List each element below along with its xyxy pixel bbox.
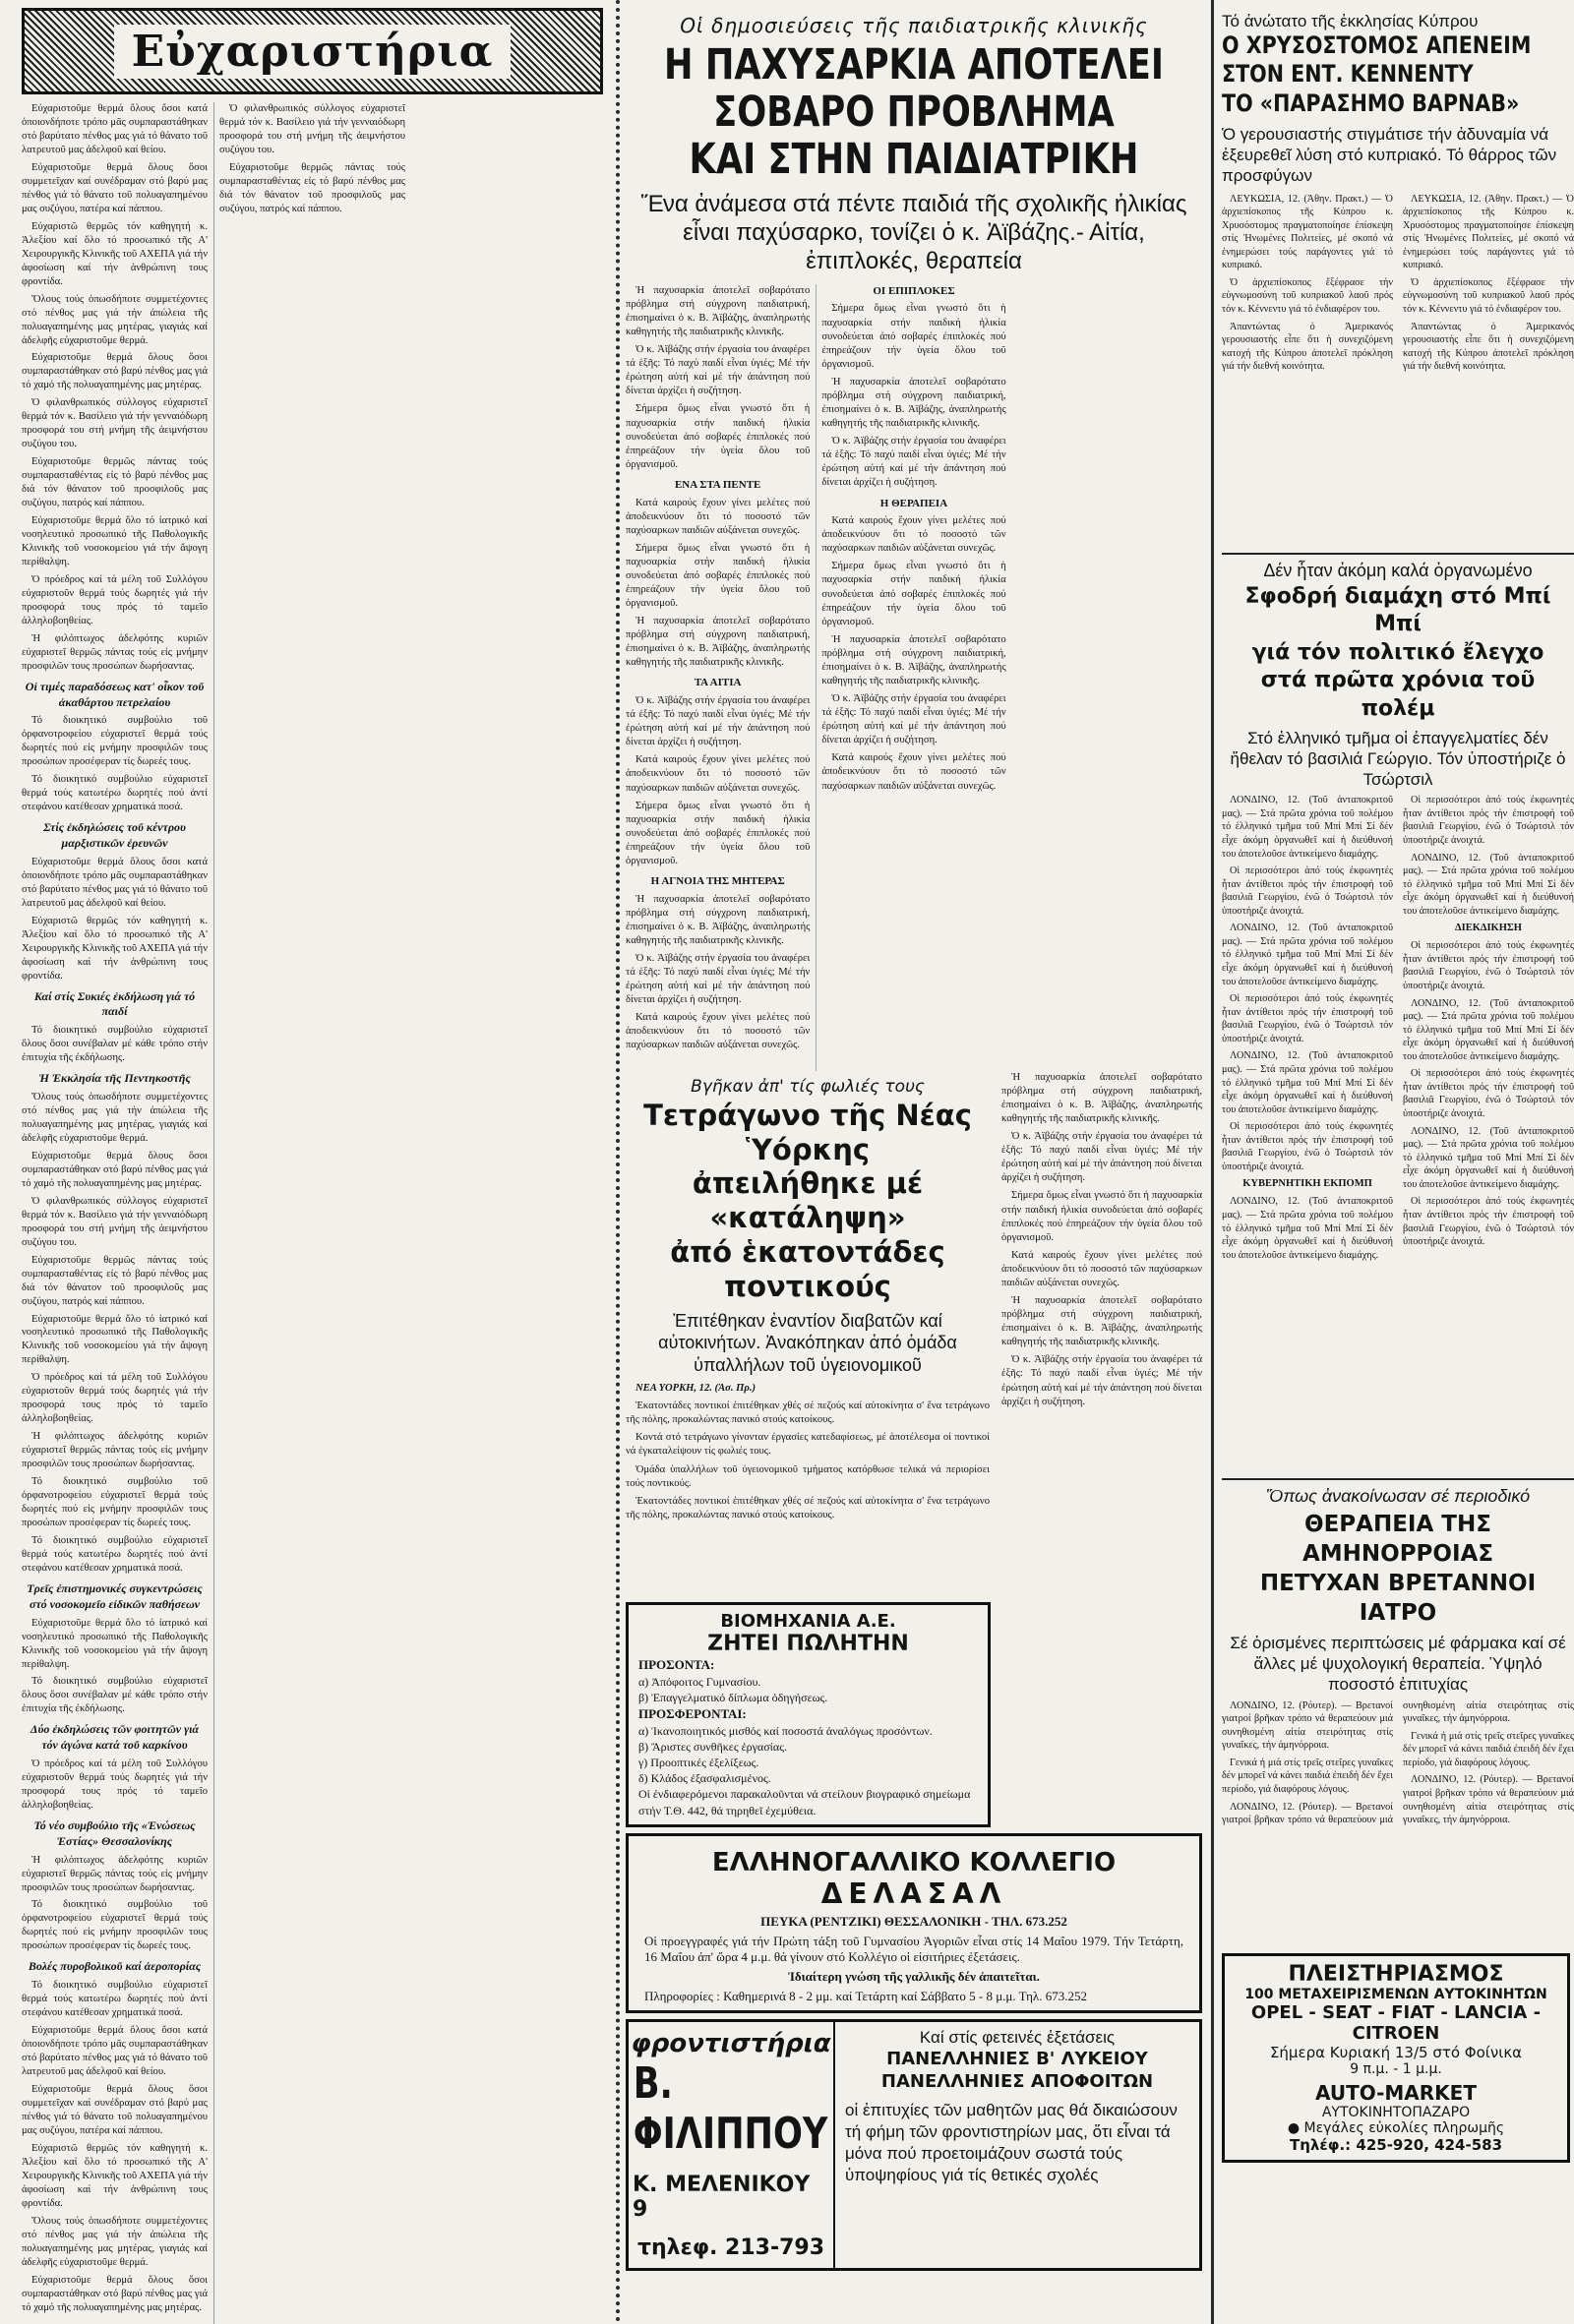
article-paragraph: Σήμερα ὅμως εἶναι γνωστό ὅτι ἡ παχυσαρκία στήν παιδική ἡλικία συνοδεύεται ἀπό σοβαρές ἐπιπλοκές πού ἐπηρεάζουν τήν ὑγεία ὅλου τοῦ ὀργανισμοῦ. <box>626 542 811 610</box>
college-address: ΠΕΥΚΑ (ΡΕΝΤΖΙΚΙ) ΘΕΣΣΑΛΟΝΙΚΗ - ΤΗΛ. 673.252 <box>760 1913 1067 1929</box>
amenorrhea-headline-line: ΠΕΤΥΧΑΝ ΒΡΕΤΑΝΝΟΙ ΙΑΤΡΟ <box>1259 1571 1537 1626</box>
cyprus-headline-line: Ο ΧΡΥΣΟΣΤΟΜΟΣ ΑΠΕΝΕΙΜ <box>1222 31 1532 59</box>
notice: Τό διοικητικό συμβούλιο τοῦ ὀρφανοτροφείου εὐχαριστεῖ θερμά τούς δωρητές πού εἰς μνήμην προσφιλῶν τους προσώπων προσέφεραν τίς δωρεές τους. <box>22 715 208 768</box>
cyprus-paragraph: Ἀπαντώντας ὁ Ἀμερικανός γερουσιαστής εἶπε ὅτι ἡ συνεχιζόμενη κατοχή τῆς Κύπρου ἀποτελεῖ πρόκληση γιά τήν διεθνή κοινότητα. <box>1403 321 1574 373</box>
bbc-paragraph: ΛΟΝΔΙΝΟ, 12. (Τοῦ ἀνταποκριτοῦ μας). — Στά πρῶτα χρόνια τοῦ πολέμου τό ἑλληνικό τμῆμα τοῦ Μπί Μπί Σί δέν εἶχε ἀκόμη ὀργανωθεῖ καί ἡ διεύθυνσή του ἀποτελοῦσε ἀντικείμενο διαμάχης. <box>1222 795 1393 860</box>
notice: Εὐχαριστοῦμε θερμά ὅλους ὅσοι κατά ὁποιονδήποτε τρόπο μᾶς συμπαραστάθηκαν στό βαρύτατο πένθος μας γιά τό θάνατο τοῦ λατρευτοῦ μας ἀδελφοῦ καί θείου. <box>22 103 208 155</box>
cyprus-body <box>1222 193 1574 547</box>
frontistirio-name: Β. ΦΙΛΙΠΠΟΥ <box>634 2058 828 2160</box>
article-paragraph: Σήμερα ὅμως εἶναι γνωστό ὅτι ἡ παχυσαρκία στήν παιδική ἡλικία συνοδεύεται ἀπό σοβαρές ἐπιπλοκές πού ἐπηρεάζουν τήν ὑγεία ὅλου τοῦ ὀργανισμοῦ. <box>821 303 1006 370</box>
amenorrhea-deck: Σέ ὁρισμένες περιπτώσεις μέ φάρμακα καί σέ ἄλλες μέ ψυχολογική θεραπεία. Ὑψηλό ποσοστό ἐπιτυχίας <box>1230 1633 1566 1695</box>
notice: Ὁ πρόεδρος καί τά μέλη τοῦ Συλλόγου εὐχαριστοῦν θερμά τούς δωρητές γιά τήν προσφορά τους πρός τό ταμεῖο ἀλληλοβοηθείας. <box>22 574 208 626</box>
college-brand: ΔΕΛΑΣΑΛ <box>820 1877 1007 1910</box>
article-paragraph: Ὁ κ. Ἀϊβάζης στήν ἐργασία του ἀναφέρει τά ἑξῆς: Τό παχύ παιδί εἶναι ὑγιές; Μέ τήν ἐρώτηση αὐτή καί μέ τήν ἀπάντηση πού δίνεται ἀρχίζει ἡ συζήτηση. <box>1001 1131 1202 1184</box>
article-paragraph: Σήμερα ὅμως εἶναι γνωστό ὅτι ἡ παχυσαρκία στήν παιδική ἡλικία συνοδεύεται ἀπό σοβαρές ἐπιπλοκές πού ἐπηρεάζουν τήν ὑγεία ὅλου τοῦ ὀργανισμοῦ. <box>821 561 1006 627</box>
college-note: Ἰδιαίτερη γνώση τῆς γαλλικῆς δέν ἀπαιτεῖται. <box>788 1968 1040 1984</box>
cyprus-paragraph: ΛΕΥΚΩΣΙΑ, 12. (Ἀθην. Πρακτ.) — Ὁ ἀρχιεπίσκοπος τῆς Κύπρου κ. Χρυσόστομος πραγματοποίησε ἐπίσκεψη στίς Ἡνωμένες Πολιτείες, μέ σκοπό νά ἐνημερώσει τούς παράγοντες γιά τό κυπριακό. <box>1403 193 1574 271</box>
college-contact: Πληροφορίες : Καθημερινά 8 - 2 μμ. καί Τετάρτη καί Σάββατο 5 - 8 μ.μ. Τηλ. 673.252 <box>644 1988 1087 2003</box>
article-paragraph: Ἡ παχυσαρκία ἀποτελεῖ σοβαρότατο πρόβλημα στή σύγχρονη παιδιατρική, ἐπισημαίνει ὁ κ. Β. Ἀϊβάζης, ἀναπληρωτής καθηγητής τῆς παιδιατρικῆς κλινικῆς. <box>1001 1071 1202 1125</box>
notice: Τό διοικητικό συμβούλιο εὐχαριστεῖ θερμά τούς κατωτέρω δωρητές πού ἀντί στεφάνου κατέθεσαν χρηματικά ποσά. <box>22 774 208 813</box>
notice: Εὐχαριστοῦμε θερμά ὅλους ὅσοι συμπαραστάθηκαν στό βαρύ πένθος μας γιά τό χαμό τῆς πολυαγαπημένης μας μητέρας. <box>22 352 208 391</box>
article-paragraph: Σήμερα ὅμως εἶναι γνωστό ὅτι ἡ παχυσαρκία στήν παιδική ἡλικία συνοδεύεται ἀπό σοβαρές ἐπιπλοκές πού ἐπηρεάζουν τήν ὑγεία ὅλου τοῦ ὀργανισμοῦ. <box>1001 1190 1202 1243</box>
article-paragraph: Ὁ κ. Ἀϊβάζης στήν ἐργασία του ἀναφέρει τά ἑξῆς: Τό παχύ παιδί εἶναι ὑγιές; Μέ τήν ἐρώτηση αὐτή καί μέ τήν ἀπάντηση πού δίνεται ἀρχίζει ἡ συζήτηση. <box>1001 1354 1202 1407</box>
amenorrhea-headline <box>1222 1511 1574 1629</box>
bbc-headline <box>1222 583 1574 724</box>
frontistirio-claim: οἱ ἐπιτυχίες τῶν μαθητῶν μας θά δικαιώσουν τή φήμη τῶν φροντιστηρίων μας, ὅτι εἶναι τά μόνα πού προετοιμάζουν σωστά τούς ὑποψηφίους γιά τίς θετικές σχολές <box>845 2100 1178 2184</box>
rats-paragraph: Ἑκατοντάδες ποντικοί ἐπιτέθηκαν χθές σέ πεζούς καί αὐτοκίνητα σ' ἕνα τετράγωνο τῆς πόλης, προκαλώντας πανικό στούς κατοίκους. <box>626 1400 990 1426</box>
rats-deck: Ἐπιτέθηκαν ἐναντίον διαβατῶν καί αὐτοκινήτων. Ἀνακόπηκαν ἀπό ὁμάδα ὑπαλλήλων τοῦ ὑγειονομικοῦ <box>658 1310 957 1375</box>
article-paragraph: Ὁ κ. Ἀϊβάζης στήν ἐργασία του ἀναφέρει τά ἑξῆς: Τό παχύ παιδί εἶναι ὑγιές; Μέ τήν ἐρώτηση αὐτή καί μέ τήν ἀπάντηση πού δίνεται ἀρχίζει ἡ συζήτηση. <box>626 952 811 1006</box>
amenorrhea-paragraph: ΛΟΝΔΙΝΟ, 12. (Ρόυτερ). — Βρετανοί γιατροί βρῆκαν τρόπο νά θεραπεύουν μιά συνηθισμένη αἰτία στειρότητας στίς γυναῖκες, τήν ἀμηνόρροια. <box>1222 1699 1393 1752</box>
auction-subtitle: 100 ΜΕΤΑΧΕΙΡΙΣΜΕΝΩΝ ΑΥΤΟΚΙΝΗΤΩΝ <box>1244 1986 1547 2002</box>
notice: Εὐχαριστοῦμε θερμῶς πάντας τούς συμπαρασταθέντας εἰς τό βαρύ πένθος μας διά τόν θάνατον τοῦ προσφιλοῦς μας συζύγου, πατρός καί πάππου. <box>22 456 208 509</box>
amenorrhea-body <box>1222 1699 1574 1945</box>
auction-brands: OPEL - SEAT - FIAT - LANCIA - CITROEN <box>1250 2001 1542 2044</box>
notice: Εὐχαριστοῦμε θερμά ὅλο τό ἰατρικό καί νοσηλευτικό προσωπικό τῆς Παθολογικῆς Κλινικῆς τοῦ νοσοκομείου γιά τήν ἄψογη περίθαλψη. <box>22 1313 208 1366</box>
main-article-continued <box>1001 1071 1202 1519</box>
amenorrhea-paragraph: ΛΟΝΔΙΝΟ, 12. (Ρόυτερ). — Βρετανοί γιατροί βρῆκαν τρόπο νά θεραπεύουν μιά συνηθισμένη αἰτία στειρότητας στίς γυναῖκες, τήν ἀμηνόρροια. <box>1222 1699 1574 1826</box>
article-paragraph: Ἡ παχυσαρκία ἀποτελεῖ σοβαρότατο πρόβλημα στή σύγχρονη παιδιατρική, ἐπισημαίνει ὁ κ. Β. Ἀϊβάζης, ἀναπληρωτής καθηγητής τῆς παιδιατρικῆς κλινικῆς. <box>626 284 811 338</box>
amenorrhea-headline-line: ΘΕΡΑΠΕΙΑ ΤΗΣ ΑΜΗΝΟΡΡΟΙΑΣ <box>1302 1512 1494 1568</box>
notice: Ἡ φιλόπτωχος ἀδελφότης κυριῶν εὐχαριστεῖ θερμῶς πάντας τούς εἰς μνήμην προσφιλῶν τους προσώπων δωρήσαντας. <box>22 1854 208 1893</box>
bbc-paragraph: Οἱ περισσότεροι ἀπό τούς ἐκφωνητές ἦταν ἀντίθετοι πρός τήν ἐπιστροφή τοῦ βασιλιᾶ Γεωργίου, ἐνῶ ὁ Τσώρτσιλ τόν ὑποστήριζε ἀνοιχτά. <box>1403 1068 1574 1120</box>
industry-ad-title: ΒΙΟΜΗΧΑΝΙΑ Α.Ε. <box>720 1611 896 1633</box>
frontistirio-phone: τηλεφ. 213-793 <box>636 2235 825 2261</box>
bbc-subhead: ΔΙΕΚΔΙΚΗΣΗ <box>1455 923 1522 934</box>
industry-offer: γ) Προοπτικές ἐξελίξεως. <box>638 1755 759 1769</box>
college-info: Οἱ προεγγραφές γιά τήν Πρώτη τάξη τοῦ Γυμνασίου Ἀγοριῶν εἶναι στίς 14 Μαΐου 1979. Τήν Τετάρτη, 16 Μαΐου ἀπ' ὥρα 4 μ.μ. θά γίνουν στό Κολλέγιο οἱ εἰσιτήριες ἐξετάσεις. <box>644 1933 1183 1964</box>
cyprus-headline <box>1222 31 1574 118</box>
notice: Εὐχαριστῶ θερμῶς τόν καθηγητή κ. Ἀλεξίου καί ὅλο τό προσωπικό τῆς Α' Χειρουργικῆς Κλινικῆς τοῦ ΑΧΕΠΑ γιά τήν ἀφοσίωση καί τήν ἀνθρώπινη τους φροντίδα. <box>22 220 208 287</box>
industry-req-label: ΠΡΟΣΟΝΤΑ: <box>638 1657 715 1673</box>
notice: Εὐχαριστοῦμε θερμά ὅλο τό ἰατρικό καί νοσηλευτικό προσωπικό τῆς Παθολογικῆς Κλινικῆς τοῦ νοσοκομείου γιά τήν ἄψογη περίθαλψη. <box>22 515 208 568</box>
rats-kicker: Βγῆκαν ἀπ' τίς φωλιές τους <box>691 1076 925 1097</box>
cyprus-headline-line: ΤΟ «ΠΑΡΑΣΗΜΟ ΒΑΡΝΑΒ» <box>1222 89 1520 117</box>
bbc-subhead: ΚΥΒΕΡΝΗΤΙΚΗ ΕΚΠΟΜΠ <box>1242 1178 1372 1190</box>
article-paragraph: Σήμερα ὅμως εἶναι γνωστό ὅτι ἡ παχυσαρκία στήν παιδική ἡλικία συνοδεύεται ἀπό σοβαρές ἐπιπλοκές πού ἐπηρεάζουν τήν ὑγεία ὅλου τοῦ ὀργανισμοῦ. <box>626 403 811 470</box>
cyprus-paragraph: ΛΕΥΚΩΣΙΑ, 12. (Ἀθην. Πρακτ.) — Ὁ ἀρχιεπίσκοπος τῆς Κύπρου κ. Χρυσόστομος πραγματοποίησε ἐπίσκεψη στίς Ἡνωμένες Πολιτείες, μέ σκοπό νά ἐνημερώσει τούς παράγοντες γιά τό κυπριακό. <box>1222 193 1393 271</box>
thanks-banner <box>22 8 603 94</box>
article-paragraph: Ἡ παχυσαρκία ἀποτελεῖ σοβαρότατο πρόβλημα στή σύγχρονη παιδιατρική, ἐπισημαίνει ὁ κ. Β. Ἀϊβάζης, ἀναπληρωτής καθηγητής τῆς παιδιατρικῆς κλινικῆς. <box>821 633 1006 686</box>
notice: Εὐχαριστοῦμε θερμά ὅλους ὅσοι συμμετεῖχαν καί συνέδραμαν στό βαρύ μας πένθος γιά τό θάνατο τοῦ πολυαγαπημένου μας συζύγου, πατέρα καί πάππου. <box>22 161 208 214</box>
auto-market-phone: Τηλέφ.: 425-920, 424-583 <box>1289 2135 1503 2154</box>
rats-body <box>626 1382 990 1596</box>
article-paragraph: Κατά καιρούς ἔχουν γίνει μελέτες πού ἀποδεικνύουν ὅτι τό ποσοστό τῶν παχύσαρκων παιδιῶν αὐξάνεται συνεχῶς. <box>626 1012 811 1051</box>
bbc-paragraph: Οἱ περισσότεροι ἀπό τούς ἐκφωνητές ἦταν ἀντίθετοι πρός τήν ἐπιστροφή τοῦ βασιλιᾶ Γεωργίου, ἐνῶ ὁ Τσώρτσιλ τόν ὑποστήριζε ἀνοιχτά. <box>1222 1121 1393 1172</box>
bbc-headline-line: στά πρῶτα χρόνια τοῦ πολέμ <box>1260 668 1536 721</box>
bbc-paragraph: Οἱ περισσότεροι ἀπό τούς ἐκφωνητές ἦταν ἀντίθετοι πρός τήν ἐπιστροφή τοῦ βασιλιᾶ Γεωργίου, ἐνῶ ὁ Τσώρτσιλ τόν ὑποστήριζε ἀνοιχτά. <box>1222 993 1393 1044</box>
cyprus-paragraph: Ἀπαντώντας ὁ Ἀμερικανός γερουσιαστής εἶπε ὅτι ἡ συνεχιζόμενη κατοχή τῆς Κύπρου ἀποτελεῖ πρόκληση γιά τήν διεθνή κοινότητα. <box>1222 321 1393 373</box>
rats-headline-line: Τετράγωνο τῆς Νέας Ὑόρκης <box>643 1098 972 1166</box>
frontistirio-address: Κ. ΜΕΛΕΝΙΚΟΥ 9 <box>633 2173 811 2223</box>
college-name: ΕΛΛΗΝΟΓΑΛΛΙΚΟ ΚΟΛΛΕΓΙΟ <box>711 1847 1117 1877</box>
notice: Ὁ πρόεδρος καί τά μέλη τοῦ Συλλόγου εὐχαριστοῦν θερμά τούς δωρητές γιά τήν προσφορά τους πρός τό ταμεῖο ἀλληλοβοηθείας. <box>22 1758 208 1811</box>
auction-hours: 9 π.μ. - 1 μ.μ. <box>1350 2060 1442 2077</box>
bbc-paragraph: Οἱ περισσότεροι ἀπό τούς ἐκφωνητές ἦταν ἀντίθετοι πρός τήν ἐπιστροφή τοῦ βασιλιᾶ Γεωργίου, ἐνῶ ὁ Τσώρτσιλ τόν ὑποστήριζε ἀνοιχτά. <box>1403 1196 1574 1248</box>
notice-subhead: Ἡ Ἐκκλησία τῆς Πεντηκοστῆς <box>38 1071 191 1086</box>
divider <box>1222 1478 1574 1480</box>
bbc-deck: Στό ἑλληνικό τμῆμα οἱ ἐπαγγελματίες δέν ἤθελαν τό βασιλιά Γεώργιο. Τόν ὑποστήριζε ὁ Τσώρτσιλ <box>1230 728 1566 790</box>
article-subhead: Η ΑΓΝΟΙΑ ΤΗΣ ΜΗΤΕΡΑΣ <box>650 875 785 887</box>
notice: Τό διοικητικό συμβούλιο εὐχαριστεῖ θερμά τούς κατωτέρω δωρητές πού ἀντί στεφάνου κατέθεσαν χρηματικά ποσά. <box>22 1980 208 2019</box>
bbc-paragraph: Οἱ περισσότεροι ἀπό τούς ἐκφωνητές ἦταν ἀντίθετοι πρός τήν ἐπιστροφή τοῦ βασιλιᾶ Γεωργίου, ἐνῶ ὁ Τσώρτσιλ τόν ὑποστήριζε ἀνοιχτά. <box>1403 940 1574 991</box>
notice: Εὐχαριστῶ θερμῶς τόν καθηγητή κ. Ἀλεξίου καί ὅλο τό προσωπικό τῆς Α' Χειρουργικῆς Κλινικῆς τοῦ ΑΧΕΠΑ γιά τήν ἀφοσίωση καί τήν ἀνθρώπινη τους φροντίδα. <box>22 2142 208 2209</box>
main-headline-line: ΚΑΙ ΣΤΗΝ ΠΑΙΔΙΑΤΡΙΚΗ <box>689 135 1139 185</box>
notice: Τό διοικητικό συμβούλιο εὐχαριστεῖ θερμά τούς κατωτέρω δωρητές πού ἀντί στεφάνου κατέθεσαν χρηματικά ποσά. <box>22 1535 208 1574</box>
industry-ad-text <box>638 1656 978 1818</box>
industry-offer: β) Ἄριστες συνθῆκες ἐργασίας. <box>638 1739 787 1754</box>
thanks-banner-title: Εὐχαριστήρια <box>114 25 512 79</box>
auto-market-tagline: ΑΥΤΟΚΙΝΗΤΟΠΑΖΑΡΟ <box>1321 2104 1471 2120</box>
main-article-body <box>626 284 1202 1071</box>
notice: Τό διοικητικό συμβούλιο εὐχαριστεῖ ὅλους ὅσοι συνέβαλαν μέ κάθε τρόπο στήν ἐπιτυχία τῆς ἐκδήλωσης. <box>22 1025 208 1064</box>
cyprus-kicker: Τό ἀνώτατο τῆς ἐκκλησίας Κύπρου <box>1222 12 1479 30</box>
article-paragraph: Κατά καιρούς ἔχουν γίνει μελέτες πού ἀποδεικνύουν ὅτι τό ποσοστό τῶν παχύσαρκων παιδιῶν αὐξάνεται συνεχῶς. <box>1001 1249 1202 1288</box>
thanks-notices <box>22 102 603 2324</box>
notice-subhead: Στίς ἐκδηλώσεις τοῦ κέντρου μαρξιστικῶν ἐρευνῶν <box>43 820 186 851</box>
cyprus-paragraph: Ὁ ἀρχιεπίσκοπος ἔξέφρασε τήν εὐγνωμοσύνη τοῦ κυπριακοῦ λαοῦ πρός τόν κ. Κέννεντυ γιά τό ἐνδιαφέρον του. <box>1403 276 1574 316</box>
article-paragraph: Κατά καιρούς ἔχουν γίνει μελέτες πού ἀποδεικνύουν ὅτι τό ποσοστό τῶν παχύσαρκων παιδιῶν αὐξάνεται συνεχῶς. <box>626 497 811 536</box>
notice-subhead: Καί στίς Συκιές ἐκδήλωση γιά τό παιδί <box>33 988 196 1019</box>
bbc-body <box>1222 794 1574 1472</box>
notice: Τό διοικητικό συμβούλιο τοῦ ὀρφανοτροφείου εὐχαριστεῖ θερμά τούς δωρητές πού εἰς μνήμην προσφιλῶν τους προσώπων προσέφεραν τίς δωρεές τους. <box>22 1476 208 1529</box>
main-deck: Ἕνα ἀνάμεσα στά πέντε παιδιά τῆς σχολικῆς ἡλικίας εἶναι παχύσαρκο, τονίζει ὁ κ. Ἀϊβάζης.- Αἰτία, ἐπιπλοκές, θεραπεία <box>640 191 1187 275</box>
rats-paragraph: Κοντά στό τετράγωνο γίνονταν ἐργασίες κατεδαφίσεως, μέ ἀποτέλεσμα οἱ ποντικοί νά ἐγκαταλείψουν τίς φωλιές τους. <box>626 1432 990 1458</box>
article-paragraph: Ὁ κ. Ἀϊβάζης στήν ἐργασία του ἀναφέρει τά ἑξῆς: Τό παχύ παιδί εἶναι ὑγιές; Μέ τήν ἐρώτηση αὐτή καί μέ τήν ἀπάντηση πού δίνεται ἀρχίζει ἡ συζήτηση. <box>626 695 811 748</box>
rats-headline-line: ἀπό ἑκατοντάδες ποντικούς <box>670 1235 945 1303</box>
notice: Ὅλους τούς ὁπωσδήποτε συμμετέχοντες στό πένθος μας γιά τήν ἀπώλεια τῆς πολυαγαπημένης μας μητέρας, γιαγιάς καί ἀδελφῆς εὐχαριστοῦμε θερμά. <box>22 2215 208 2268</box>
rats-headline <box>626 1099 990 1304</box>
bbc-paragraph: Οἱ περισσότεροι ἀπό τούς ἐκφωνητές ἦταν ἀντίθετοι πρός τήν ἐπιστροφή τοῦ βασιλιᾶ Γεωργίου, ἐνῶ ὁ Τσώρτσιλ τόν ὑποστήριζε ἀνοιχτά. <box>1403 795 1574 846</box>
right-column <box>1216 0 1574 2324</box>
article-subhead: Η ΘΕΡΑΠΕΙΑ <box>879 497 948 509</box>
auction-date: Σήμερα Κυριακή 13/5 στό Φοίνικα <box>1269 2043 1523 2061</box>
article-paragraph: Ὁ κ. Ἀϊβάζης στήν ἐργασία του ἀναφέρει τά ἑξῆς: Τό παχύ παιδί εἶναι ὑγιές; Μέ τήν ἐρώτηση αὐτή καί μέ τήν ἀπάντηση πού δίνεται ἀρχίζει ἡ συζήτηση. <box>626 344 811 397</box>
notice-subhead: Βολές πυροβολικοῦ καί ἀεροπορίας <box>28 1959 202 1974</box>
notice: Εὐχαριστοῦμε θερμά ὅλους ὅσοι κατά ὁποιονδήποτε τρόπο μᾶς συμπαραστάθηκαν στό βαρύτατο πένθος μας γιά τό θάνατο τοῦ λατρευτοῦ μας ἀδελφοῦ καί θείου. <box>22 2025 208 2077</box>
frontistirio-text <box>835 2022 1199 2268</box>
main-headline-line: ΣΟΒΑΡΟ ΠΡΟΒΛΗΜΑ <box>713 88 1115 138</box>
cyprus-headline-line: ΣΤΟΝ ΕΝΤ. ΚΕΝΝΕΝΤΥ <box>1222 60 1474 89</box>
notice: Εὐχαριστοῦμε θερμά ὅλους ὅσοι συμμετεῖχαν καί συνέδραμαν στό βαρύ μας πένθος γιά τό θάνατο τοῦ πολυαγαπημένου μας συζύγου, πατέρα καί πάππου. <box>22 2083 208 2136</box>
rats-dateline: ΝΕΑ ΥΟΡΚΗ, 12. (Ἀσ. Πρ.) <box>636 1383 757 1395</box>
notice: Ὁ πρόεδρος καί τά μέλη τοῦ Συλλόγου εὐχαριστοῦν θερμά τούς δωρητές γιά τήν προσφορά τους πρός τό ταμεῖο ἀλληλοβοηθείας. <box>22 1372 208 1425</box>
rats-article <box>626 1071 990 1596</box>
industry-offer-label: ΠΡΟΣΦΕΡΟΝΤΑΙ: <box>638 1706 747 1722</box>
industry-ad <box>626 1602 991 1827</box>
bbc-kicker: Δέν ἦταν ἀκόμη καλά ὀργανωμένο <box>1263 560 1533 580</box>
auto-market-ad <box>1222 1953 1570 2163</box>
article-paragraph: Κατά καιρούς ἔχουν γίνει μελέτες πού ἀποδεικνύουν ὅτι τό ποσοστό τῶν παχύσαρκων παιδιῶν αὐξάνεται συνεχῶς. <box>821 515 1006 555</box>
amenorrhea-kicker: Ὅπως ἀνακοίνωσαν σέ περιοδικό <box>1265 1486 1531 1507</box>
frontistirio-ad <box>626 2019 1202 2271</box>
bbc-paragraph: ΛΟΝΔΙΝΟ, 12. (Τοῦ ἀνταποκριτοῦ μας). — Στά πρῶτα χρόνια τοῦ πολέμου τό ἑλληνικό τμῆμα τοῦ Μπί Μπί Σί δέν εἶχε ἀκόμη ὀργανωθεῖ καί ἡ διεύθυνσή του ἀποτελοῦσε ἀντικείμενο διαμάχης. <box>1222 1196 1393 1261</box>
thanks-column <box>0 0 615 2324</box>
notice-subhead: Τρεῖς ἐπιστημονικές συγκεντρώσεις στό νοσοκομεῖο εἰδικῶν παθήσεων <box>27 1580 203 1611</box>
frontistirio-exam: ΠΑΝΕΛΛΗΝΙΕΣ ΑΠΟΦΟΙΤΩΝ <box>880 2071 1154 2093</box>
cyprus-paragraph: Ὁ ἀρχιεπίσκοπος ἔξέφρασε τήν εὐγνωμοσύνη τοῦ κυπριακοῦ λαοῦ πρός τόν κ. Κέννεντυ γιά τό ἐνδιαφέρον του. <box>1222 276 1393 316</box>
notice: Εὐχαριστοῦμε θερμῶς πάντας τούς συμπαρασταθέντας εἰς τό βαρύ πένθος μας διά τόν θάνατον τοῦ προσφιλοῦς μας συζύγου, πατρός καί πάππου. <box>219 161 405 214</box>
bbc-paragraph: ΛΟΝΔΙΝΟ, 12. (Τοῦ ἀνταποκριτοῦ μας). — Στά πρῶτα χρόνια τοῦ πολέμου τό ἑλληνικό τμῆμα τοῦ Μπί Μπί Σί δέν εἶχε ἀκόμη ὀργανωθεῖ καί ἡ διεύθυνσή του ἀποτελοῦσε ἀντικείμενο διαμάχης. <box>1403 1125 1574 1190</box>
notice: Εὐχαριστῶ θερμῶς τόν καθηγητή κ. Ἀλεξίου καί ὅλο τό προσωπικό τῆς Α' Χειρουργικῆς Κλινικῆς τοῦ ΑΧΕΠΑ γιά τήν ἀφοσίωση καί τήν ἀνθρώπινη τους φροντίδα. <box>22 915 208 982</box>
frontistirio-intro: Καί στίς φετεινές ἐξετάσεις <box>919 2027 1116 2047</box>
article-paragraph: Ὁ κ. Ἀϊβάζης στήν ἐργασία του ἀναφέρει τά ἑξῆς: Τό παχύ παιδί εἶναι ὑγιές; Μέ τήν ἐρώτηση αὐτή καί μέ τήν ἀπάντηση πού δίνεται ἀρχίζει ἡ συζήτηση. <box>821 436 1006 489</box>
notice-subhead: Οἱ τιμές παραδόσεως κατ' οἶκον τοῦ ἀκαθάρτου πετρελαίου <box>25 679 205 709</box>
bbc-headline-line: Σφοδρή διαμάχη στό Μπί Μπί <box>1244 583 1551 637</box>
notice: Ὁ φιλανθρωπικός σύλλογος εὐχαριστεῖ θερμά τόν κ. Βασίλειο γιά τήν γενναιόδωρη προσφορά του στή μνήμη τῆς ἀειμνήστου συζύγου του. <box>22 397 208 450</box>
industry-footer: Οἱ ἐνδιαφερόμενοι παρακαλοῦνται νά στείλουν βιογραφικό σημείωμα στήν Τ.Θ. 442, θά τηρηθεῖ ἐχεμύθεια. <box>638 1787 971 1817</box>
frontistirio-label: φροντιστήρια <box>631 2029 831 2059</box>
industry-req: α) Ἀπόφοιτος Γυμνασίου. <box>638 1674 761 1689</box>
industry-offer: α) Ἱκανοποιητικός μισθός καί ποσοστά ἀναλόγως προσόντων. <box>638 1723 933 1738</box>
bbc-headline-line: γιά τόν πολιτικό ἔλεγχο <box>1251 639 1544 665</box>
industry-req: β) Ἐπαγγελματικό δίπλωμα ὁδηγήσεως. <box>638 1690 828 1704</box>
notice: Εὐχαριστοῦμε θερμῶς πάντας τούς συμπαρασταθέντας εἰς τό βαρύ πένθος μας διά τόν θάνατον τοῦ προσφιλοῦς μας συζύγου, πατρός καί πάππου. <box>22 1254 208 1307</box>
bbc-paragraph: ΛΟΝΔΙΝΟ, 12. (Τοῦ ἀνταποκριτοῦ μας). — Στά πρῶτα χρόνια τοῦ πολέμου τό ἑλληνικό τμῆμα τοῦ Μπί Μπί Σί δέν εἶχε ἀκόμη ὀργανωθεῖ καί ἡ διεύθυνσή του ἀποτελοῦσε ἀντικείμενο διαμάχης. <box>1222 923 1393 987</box>
notice: Εὐχαριστοῦμε θερμά ὅλο τό ἰατρικό καί νοσηλευτικό προσωπικό τῆς Παθολογικῆς Κλινικῆς τοῦ νοσοκομείου γιά τήν ἄψογη περίθαλψη. <box>22 1617 208 1670</box>
article-paragraph: Κατά καιρούς ἔχουν γίνει μελέτες πού ἀποδεικνύουν ὅτι τό ποσοστό τῶν παχύσαρκων παιδιῶν αὐξάνεται συνεχῶς. <box>626 754 811 794</box>
auction-title: ΠΛΕΙΣΤΗΡΙΑΣΜΟΣ <box>1288 1961 1504 1987</box>
main-kicker: Οἱ δημοσιεύσεις τῆς παιδιατρικῆς κλινικῆς <box>680 14 1148 37</box>
auto-market-payment: ● Μεγάλες εὐκολίες πληρωμῆς <box>1287 2119 1505 2136</box>
industry-ad-subtitle: ΖΗΤΕΙ ΠΩΛΗΤΗΝ <box>707 1632 909 1657</box>
notice: Τό διοικητικό συμβούλιο τοῦ ὀρφανοτροφείου εὐχαριστεῖ θερμά τούς δωρητές πού εἰς μνήμην προσφιλῶν τους προσώπων προσέφεραν τίς δωρεές τους. <box>22 1899 208 1952</box>
notice: Εὐχαριστοῦμε θερμά ὅλους ὅσοι συμπαραστάθηκαν στό βαρύ πένθος μας γιά τό χαμό τῆς πολυαγαπημένης μας μητέρας. <box>22 1150 208 1189</box>
bbc-paragraph: Οἱ περισσότεροι ἀπό τούς ἐκφωνητές ἦταν ἀντίθετοι πρός τήν ἐπιστροφή τοῦ βασιλιᾶ Γεωργίου, ἐνῶ ὁ Τσώρτσιλ τόν ὑποστήριζε ἀνοιχτά. <box>1222 865 1393 917</box>
rats-paragraph: Ὁμάδα ὑπαλλήλων τοῦ ὑγειονομικοῦ τμήματος κατόρθωσε τελικά νά περιορίσει τούς ποντικούς. <box>626 1463 990 1489</box>
cyprus-deck: Ὁ γερουσιαστής στιγμάτισε τήν ἀδυναμία νά ἐξευρεθεῖ λύση στό κυπριακό. Τό θάρρος τῶν προσφύγων <box>1222 124 1557 186</box>
article-paragraph: Ἡ παχυσαρκία ἀποτελεῖ σοβαρότατο πρόβλημα στή σύγχρονη παιδιατρική, ἐπισημαίνει ὁ κ. Β. Ἀϊβάζης, ἀναπληρωτής καθηγητής τῆς παιδιατρικῆς κλινικῆς. <box>626 893 811 946</box>
notice: Ὁ φιλανθρωπικός σύλλογος εὐχαριστεῖ θερμά τόν κ. Βασίλειο γιά τήν γενναιόδωρη προσφορά του στή μνήμη τῆς ἀειμνήστου συζύγου του. <box>219 103 405 155</box>
college-ad <box>626 1833 1202 2013</box>
article-paragraph: Κατά καιρούς ἔχουν γίνει μελέτες πού ἀποδεικνύουν ὅτι τό ποσοστό τῶν παχύσαρκων παιδιῶν αὐξάνεται συνεχῶς. <box>821 752 1006 792</box>
main-headline <box>630 41 1199 183</box>
article-paragraph: Ἡ παχυσαρκία ἀποτελεῖ σοβαρότατο πρόβλημα στή σύγχρονη παιδιατρική, ἐπισημαίνει ὁ κ. Β. Ἀϊβάζης, ἀναπληρωτής καθηγητής τῆς παιδιατρικῆς κλινικῆς. <box>821 376 1006 430</box>
lower-section <box>626 1071 1202 1596</box>
article-paragraph: Ἡ παχυσαρκία ἀποτελεῖ σοβαρότατο πρόβλημα στή σύγχρονη παιδιατρική, ἐπισημαίνει ὁ κ. Β. Ἀϊβάζης, ἀναπληρωτής καθηγητής τῆς παιδιατρικῆς κλινικῆς. <box>1001 1295 1202 1348</box>
notice: Ἡ φιλόπτωχος ἀδελφότης κυριῶν εὐχαριστεῖ θερμῶς πάντας τούς εἰς μνήμην προσφιλῶν τους προσώπων δωρήσαντας. <box>22 1431 208 1470</box>
auto-market-name: AUTO-MARKET <box>1314 2080 1477 2105</box>
industry-offer: δ) Κλάδος ἐξασφαλισμένος. <box>638 1771 771 1786</box>
notice: Ὁ φιλανθρωπικός σύλλογος εὐχαριστεῖ θερμά τόν κ. Βασίλειο γιά τήν γενναιόδωρη προσφορά του στή μνήμη τῆς ἀειμνήστου συζύγου του. <box>22 1195 208 1248</box>
notice-subhead: Τό νέο συμβούλιο τῆς «Ἑνώσεως Ἑστίας» Θεσσαλονίκης <box>33 1817 196 1848</box>
bbc-paragraph: ΛΟΝΔΙΝΟ, 12. (Τοῦ ἀνταποκριτοῦ μας). — Στά πρῶτα χρόνια τοῦ πολέμου τό ἑλληνικό τμῆμα τοῦ Μπί Μπί Σί δέν εἶχε ἀκόμη ὀργανωθεῖ καί ἡ διεύθυνσή του ἀποτελοῦσε ἀντικείμενο διαμάχης. <box>1403 997 1574 1062</box>
frontistirio-brand <box>629 2022 835 2268</box>
rats-paragraph: Ἑκατοντάδες ποντικοί ἐπιτέθηκαν χθές σέ πεζούς καί αὐτοκίνητα σ' ἕνα τετράγωνο τῆς πόλης, προκαλώντας πανικό στούς κατοίκους. <box>626 1495 990 1520</box>
bbc-paragraph: ΛΟΝΔΙΝΟ, 12. (Τοῦ ἀνταποκριτοῦ μας). — Στά πρῶτα χρόνια τοῦ πολέμου τό ἑλληνικό τμῆμα τοῦ Μπί Μπί Σί δέν εἶχε ἀκόμη ὀργανωθεῖ καί ἡ διεύθυνσή του ἀποτελοῦσε ἀντικείμενο διαμάχης. <box>1222 1050 1393 1115</box>
bbc-paragraph: ΛΟΝΔΙΝΟ, 12. (Τοῦ ἀνταποκριτοῦ μας). — Στά πρῶτα χρόνια τοῦ πολέμου τό ἑλληνικό τμῆμα τοῦ Μπί Μπί Σί δέν εἶχε ἀκόμη ὀργανωθεῖ καί ἡ διεύθυνσή του ἀποτελοῦσε ἀντικείμενο διαμάχης. <box>1403 852 1574 917</box>
amenorrhea-paragraph: Γενικά ἡ μιά στίς τρεῖς στεῖρες γυναῖκες δέν μπορεῖ νά κάνει παιδιά ἐπειδή δέν ἔχει περίοδο, γιά διαφόρους λόγους. <box>1403 1730 1574 1768</box>
notice: Ἡ φιλόπτωχος ἀδελφότης κυριῶν εὐχαριστεῖ θερμῶς πάντας τούς εἰς μνήμην προσφιλῶν τους προσώπων δωρήσαντας. <box>22 632 208 672</box>
article-subhead: ΕΝΑ ΣΤΑ ΠΕΝΤΕ <box>674 478 761 491</box>
notice-subhead: Δύο ἐκδηλώσεις τῶν φοιτητῶν γιά τόν ἀγώνα κατά τοῦ καρκίνου <box>30 1722 200 1753</box>
notice: Ὅλους τούς ὁπωσδήποτε συμμετέχοντες στό πένθος μας γιά τήν ἀπώλεια τῆς πολυαγαπημένης μας μητέρας, γιαγιάς καί ἀδελφῆς εὐχαριστοῦμε θερμά. <box>22 1091 208 1144</box>
notice: Τό διοικητικό συμβούλιο εὐχαριστεῖ ὅλους ὅσοι συνέβαλαν μέ κάθε τρόπο στήν ἐπιτυχία τῆς ἐκδήλωσης. <box>22 1676 208 1715</box>
main-column <box>620 0 1212 2324</box>
notice: Ὅλους τούς ὁπωσδήποτε συμμετέχοντες στό πένθος μας γιά τήν ἀπώλεια τῆς πολυαγαπημένης μας μητέρας, γιαγιάς καί ἀδελφῆς εὐχαριστοῦμε θερμά. <box>22 293 208 346</box>
notice: Εὐχαριστοῦμε θερμά ὅλους ὅσοι κατά ὁποιονδήποτε τρόπο μᾶς συμπαραστάθηκαν στό βαρύτατο πένθος μας γιά τό θάνατο τοῦ λατρευτοῦ μας ἀδελφοῦ καί θείου. <box>22 856 208 909</box>
divider <box>1222 553 1574 555</box>
article-subhead: ΤΑ ΑΙΤΙΑ <box>694 677 742 689</box>
article-subhead: ΟΙ ΕΠΙΠΛΟΚΕΣ <box>873 284 955 297</box>
article-paragraph: Ἡ παχυσαρκία ἀποτελεῖ σοβαρότατο πρόβλημα στή σύγχρονη παιδιατρική, ἐπισημαίνει ὁ κ. Β. Ἀϊβάζης, ἀναπληρωτής καθηγητής τῆς παιδιατρικῆς κλινικῆς. <box>626 616 811 669</box>
article-paragraph: Σήμερα ὅμως εἶναι γνωστό ὅτι ἡ παχυσαρκία στήν παιδική ἡλικία συνοδεύεται ἀπό σοβαρές ἐπιπλοκές πού ἐπηρεάζουν τήν ὑγεία ὅλου τοῦ ὀργανισμοῦ. <box>626 800 811 866</box>
amenorrhea-paragraph: Γενικά ἡ μιά στίς τρεῖς στεῖρες γυναῖκες δέν μπορεῖ νά κάνει παιδιά ἐπειδή δέν ἔχει περίοδο, γιά διαφόρους λόγους. <box>1222 1757 1393 1795</box>
notice: Εὐχαριστοῦμε θερμά ὅλους ὅσοι συμπαραστάθηκαν στό βαρύ πένθος μας γιά τό χαμό τῆς πολυαγαπημένης μας μητέρας. <box>22 2274 208 2313</box>
rats-headline-line: ἀπειλήθηκε μέ «κατάληψη» <box>692 1166 924 1235</box>
article-paragraph: Ὁ κ. Ἀϊβάζης στήν ἐργασία του ἀναφέρει τά ἑξῆς: Τό παχύ παιδί εἶναι ὑγιές; Μέ τήν ἐρώτηση αὐτή καί μέ τήν ἀπάντηση πού δίνεται ἀρχίζει ἡ συζήτηση. <box>821 693 1006 746</box>
amenorrhea-paragraph: ΛΟΝΔΙΝΟ, 12. (Ρόυτερ). — Βρετανοί γιατροί βρῆκαν τρόπο νά θεραπεύουν μιά συνηθισμένη αἰτία στειρότητας στίς γυναῖκες, τήν ἀμηνόρροια. <box>1403 1774 1574 1826</box>
main-headline-line: Η ΠΑΧΥΣΑΡΚΙΑ ΑΠΟΤΕΛΕΙ <box>664 40 1164 89</box>
frontistirio-exam: ΠΑΝΕΛΛΗΝΙΕΣ Β' ΛΥΚΕΙΟΥ <box>886 2048 1148 2069</box>
